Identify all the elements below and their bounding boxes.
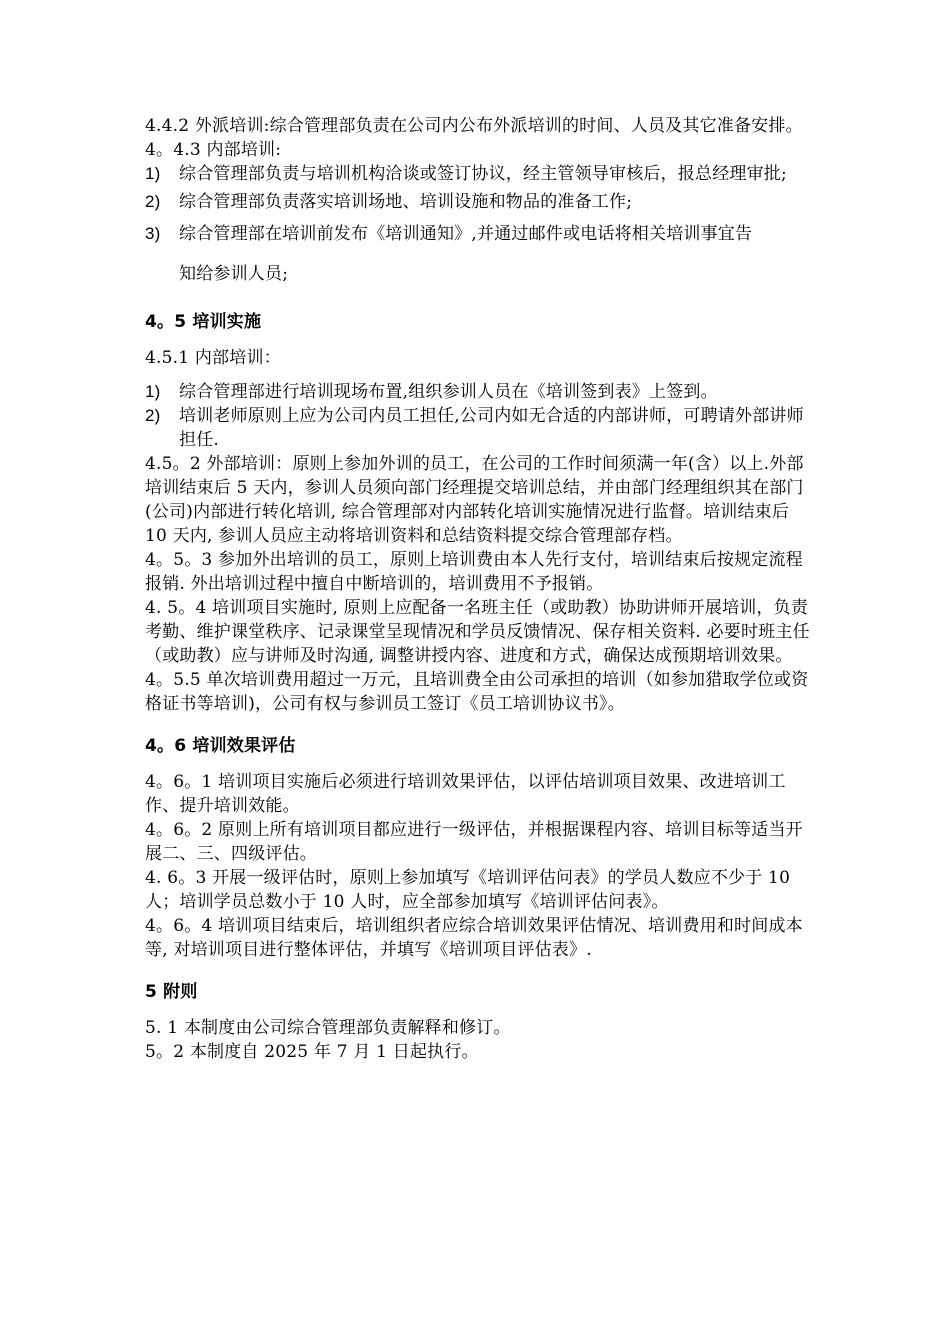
section-heading-4-5: 4。5 培训实施	[145, 312, 262, 332]
list-text: 综合管理部在培训前发布《培训通知》,并通过邮件或电话将相关培训事宜告	[179, 224, 753, 244]
section-heading-4-6: 4。6 培训效果评估	[145, 736, 296, 756]
paragraph-4-5-3: 4。5。3 参加外出培训的员工，原则上培训费由本人先行支付，培训结束后按规定流程报销. 外出培训过程中擅自中断培训的，培训费用不予报销。	[145, 550, 803, 594]
document-page	[145, 114, 810, 1064]
list-number: 2)	[145, 406, 161, 425]
list-number: 2)	[145, 192, 161, 211]
paragraph-4-5-1: 4.5.1 内部培训：	[145, 348, 281, 368]
paragraph-4-6-3: 4. 6。3 开展一级评估时，原则上参加填写《培训评估问表》的学员人数应不少于 10 人；培训学员总数小于 10 人时，应全部参加填写《培训评估问表》。	[145, 868, 791, 912]
list-item	[145, 222, 810, 246]
paragraph-4-5-5: 4。5.5 单次培训费用超过一万元，且培训费全由公司承担的培训（如参加猎取学位或资格证书等培训)，公司有权与参训员工签订《员工培训协议书》。	[145, 670, 809, 714]
paragraph-5-2: 5。2 本制度自 2025 年 7 月 1 日起执行。	[145, 1042, 479, 1062]
list-item	[145, 404, 810, 452]
list-text: 综合管理部负责落实培训场地、培训设施和物品的准备工作;	[179, 192, 633, 212]
list-text: 知给参训人员;	[179, 264, 289, 284]
list-item	[145, 162, 810, 186]
paragraph-4-4-3: 4。4.3 内部培训:	[145, 140, 282, 160]
paragraph-5-1: 5. 1 本制度由公司综合管理部负责解释和修订。	[145, 1018, 511, 1038]
paragraph-4-5-2: 4.5。2 外部培训：原则上参加外训的员工，在公司的工作时间须满一年(含）以上.外部培训结束后 5 天内，参训人员须向部门经理提交培训总结，并由部门经理组织其在部门(公司)内部进行转化培训, 综合管理部对内部转化培训实施情况进行监督。培训结束后 10 天内, 参训人员应主动将培训资料和总结资料提交综合管理部存档。	[145, 454, 804, 546]
paragraph-4-6-4: 4。6。4 培训项目结束后，培训组织者应综合培训效果评估情况、培训费用和时间成本等, 对培训项目进行整体评估，并填写《培训项目评估表》.	[145, 916, 803, 960]
list-number: 3)	[145, 224, 161, 243]
section-heading-5: 5 附则	[145, 982, 198, 1002]
list-number: 1)	[145, 382, 161, 401]
list-text: 培训老师原则上应为公司内员工担任,公司内如无合适的内部讲师，可聘请外部讲师担任.	[179, 406, 804, 450]
list-item	[145, 190, 810, 214]
list-text: 综合管理部进行培训现场布置,组织参训人员在《培训签到表》上签到。	[179, 382, 718, 402]
list-number: 1)	[145, 164, 161, 183]
list-item-continuation	[145, 262, 810, 286]
list-item	[145, 380, 810, 404]
list-4-4-3	[145, 162, 810, 286]
paragraph-4-6-2: 4。6。2 原则上所有培训项目都应进行一级评估，并根据课程内容、培训目标等适当开展二、三、四级评估。	[145, 820, 803, 864]
paragraph-4-5-4: 4. 5。4 培训项目实施时, 原则上应配备一名班主任（或助教）协助讲师开展培训，负责考勤、维护课堂秩序、记录课堂呈现情况和学员反馈情况、保存相关资料. 必要时班主任（或助教）应与讲师及时沟通, 调整讲授内容、进度和方式，确保达成预期培训效果。	[145, 598, 810, 666]
paragraph-4-4-2: 4.4.2 外派培训:综合管理部负责在公司内公布外派培训的时间、人员及其它准备安排。	[145, 116, 803, 136]
paragraph-4-6-1: 4。6。1 培训项目实施后必须进行培训效果评估，以评估培训项目效果、改进培训工作、提升培训效能。	[145, 772, 786, 816]
list-4-5-1	[145, 380, 810, 452]
list-text: 综合管理部负责与培训机构洽谈或签订协议，经主管领导审核后，报总经理审批;	[179, 164, 787, 184]
